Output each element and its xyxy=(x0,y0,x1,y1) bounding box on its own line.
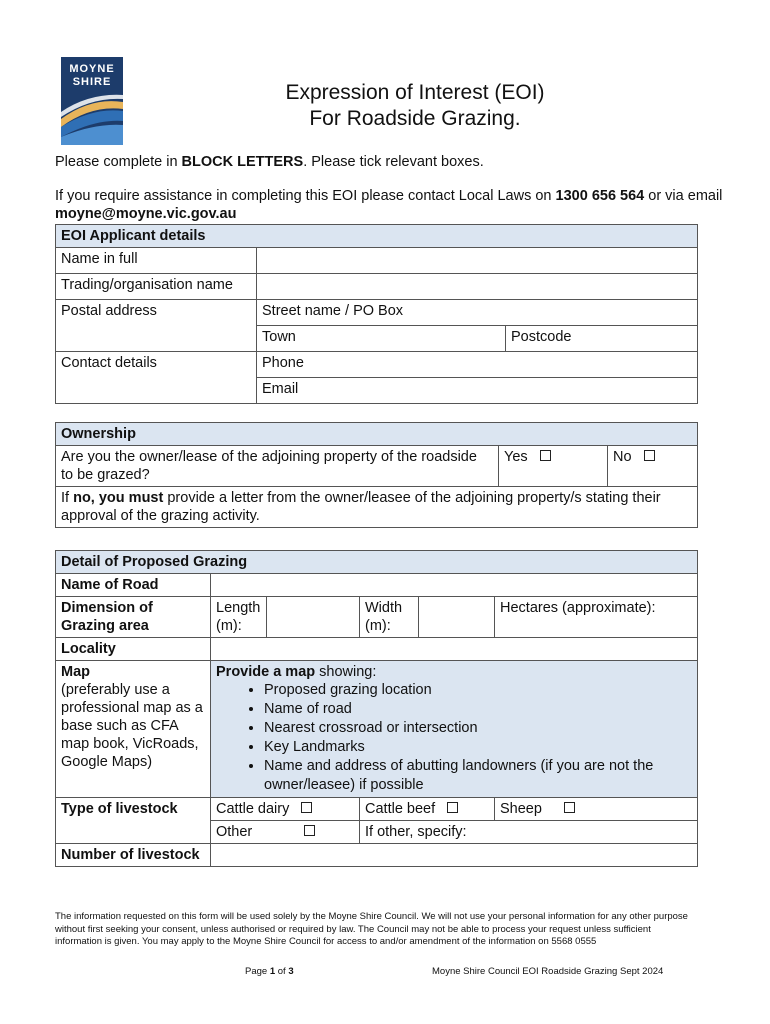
email-field[interactable]: Email xyxy=(257,378,698,404)
list-item: • Proposed grazing location xyxy=(264,681,692,700)
list-item: • Key Landmarks xyxy=(264,738,692,757)
town-field[interactable]: Town xyxy=(257,326,506,352)
logo-wave-graphic xyxy=(61,57,123,145)
road-label: Name of Road xyxy=(56,574,211,597)
map-instructions: Provide a map showing: • Proposed grazing location • Name of road • Nearest crossroad or intersection • Key Landmarks • Name and address of abutting landowners (if you are not the owner/leasee) if possible xyxy=(211,661,698,798)
width-field[interactable] xyxy=(419,597,495,638)
map-description: (preferably use a professional map as a base such as CFA map book, VicRoads, Google Maps) xyxy=(61,682,203,770)
moyne-shire-logo: MOYNE SHIRE xyxy=(61,57,123,145)
cattle-dairy-option[interactable]: Cattle dairy xyxy=(211,798,360,821)
map-requirements-list xyxy=(216,681,692,795)
livestock-number-label: Number of livestock xyxy=(56,844,211,867)
sheep-option[interactable]: Sheep xyxy=(495,798,698,821)
sheep-checkbox[interactable] xyxy=(564,802,575,813)
list-item: • Name and address of abutting landowners (if you are not the owner/leasee) if possible xyxy=(264,757,692,795)
postal-label: Postal address xyxy=(56,300,257,352)
yes-checkbox[interactable] xyxy=(540,450,551,461)
trading-field[interactable] xyxy=(257,274,698,300)
map-label-cell: Map (preferably use a professional map as a base such as CFA map book, VicRoads, Google Maps) xyxy=(56,661,211,798)
postcode-field[interactable]: Postcode xyxy=(506,326,698,352)
form-title-line2: For Roadside Grazing. xyxy=(309,107,521,130)
list-item: • Name of road xyxy=(264,700,692,719)
form-title-line1: Expression of Interest (EOI) xyxy=(285,81,545,104)
width-label: Width (m): xyxy=(360,597,419,638)
section-heading: EOI Applicant details xyxy=(56,225,698,248)
yes-option[interactable]: Yes xyxy=(499,446,608,487)
applicant-details-table xyxy=(55,224,698,404)
length-label: Length (m): xyxy=(211,597,267,638)
hectares-cell[interactable] xyxy=(495,597,698,638)
grazing-table xyxy=(55,550,698,867)
no-checkbox[interactable] xyxy=(644,450,655,461)
other-option[interactable]: Other xyxy=(211,821,360,844)
document-reference: Moyne Shire Council EOI Roadside Grazing Sept 2024 xyxy=(432,966,664,977)
ownership-question: Are you the owner/lease of the adjoining property of the roadside to be grazed? xyxy=(56,446,499,487)
ownership-table xyxy=(55,422,698,528)
list-item: • Nearest crossroad or intersection xyxy=(264,719,692,738)
cattle-beef-checkbox[interactable] xyxy=(447,802,458,813)
assistance-text: If you require assistance in completing this EOI please contact Local Laws on 1300 656 564 or via email moyne@moyne.vic.gov.au xyxy=(55,188,723,222)
section-heading: Detail of Proposed Grazing xyxy=(56,551,698,574)
phone-field[interactable]: Phone xyxy=(257,352,698,378)
ownership-note: If no, you must provide a letter from the owner/leasee of the adjoining property/s stating their approval of the grazing activity. xyxy=(56,487,698,528)
no-option[interactable]: No xyxy=(608,446,698,487)
locality-label: Locality xyxy=(56,638,211,661)
name-label: Name in full xyxy=(56,248,257,274)
cattle-dairy-checkbox[interactable] xyxy=(301,802,312,813)
hectares-label: Hectares (approximate): xyxy=(500,600,656,616)
livestock-type-label: Type of livestock xyxy=(56,798,211,844)
trading-label: Trading/organisation name xyxy=(56,274,257,300)
section-heading: Ownership xyxy=(56,423,698,446)
contact-label: Contact details xyxy=(56,352,257,404)
street-field[interactable]: Street name / PO Box xyxy=(257,300,698,326)
locality-field[interactable] xyxy=(211,638,698,661)
cattle-beef-option[interactable]: Cattle beef xyxy=(360,798,495,821)
intro-text: Please complete in BLOCK LETTERS. Please tick relevant boxes. xyxy=(55,154,484,170)
road-field[interactable] xyxy=(211,574,698,597)
other-specify-field[interactable]: If other, specify: xyxy=(360,821,698,844)
contact-email: moyne@moyne.vic.gov.au xyxy=(55,206,237,222)
other-checkbox[interactable] xyxy=(304,825,315,836)
livestock-number-field[interactable] xyxy=(211,844,698,867)
name-field[interactable] xyxy=(257,248,698,274)
dimension-label: Dimension of Grazing area xyxy=(56,597,211,638)
length-field[interactable] xyxy=(267,597,360,638)
privacy-statement: The information requested on this form will be used solely by the Moyne Shire Council. We will not use your personal information for any other purpose without first seeking your consent, unless authorised or required by law. The Council may not be able to process your request unless sufficient information is given. You may apply to the Moyne Shire Council for access to and/or amendment of the information on 5568 0555 xyxy=(55,911,688,947)
page-number: Page 1 of 3 xyxy=(245,966,294,977)
